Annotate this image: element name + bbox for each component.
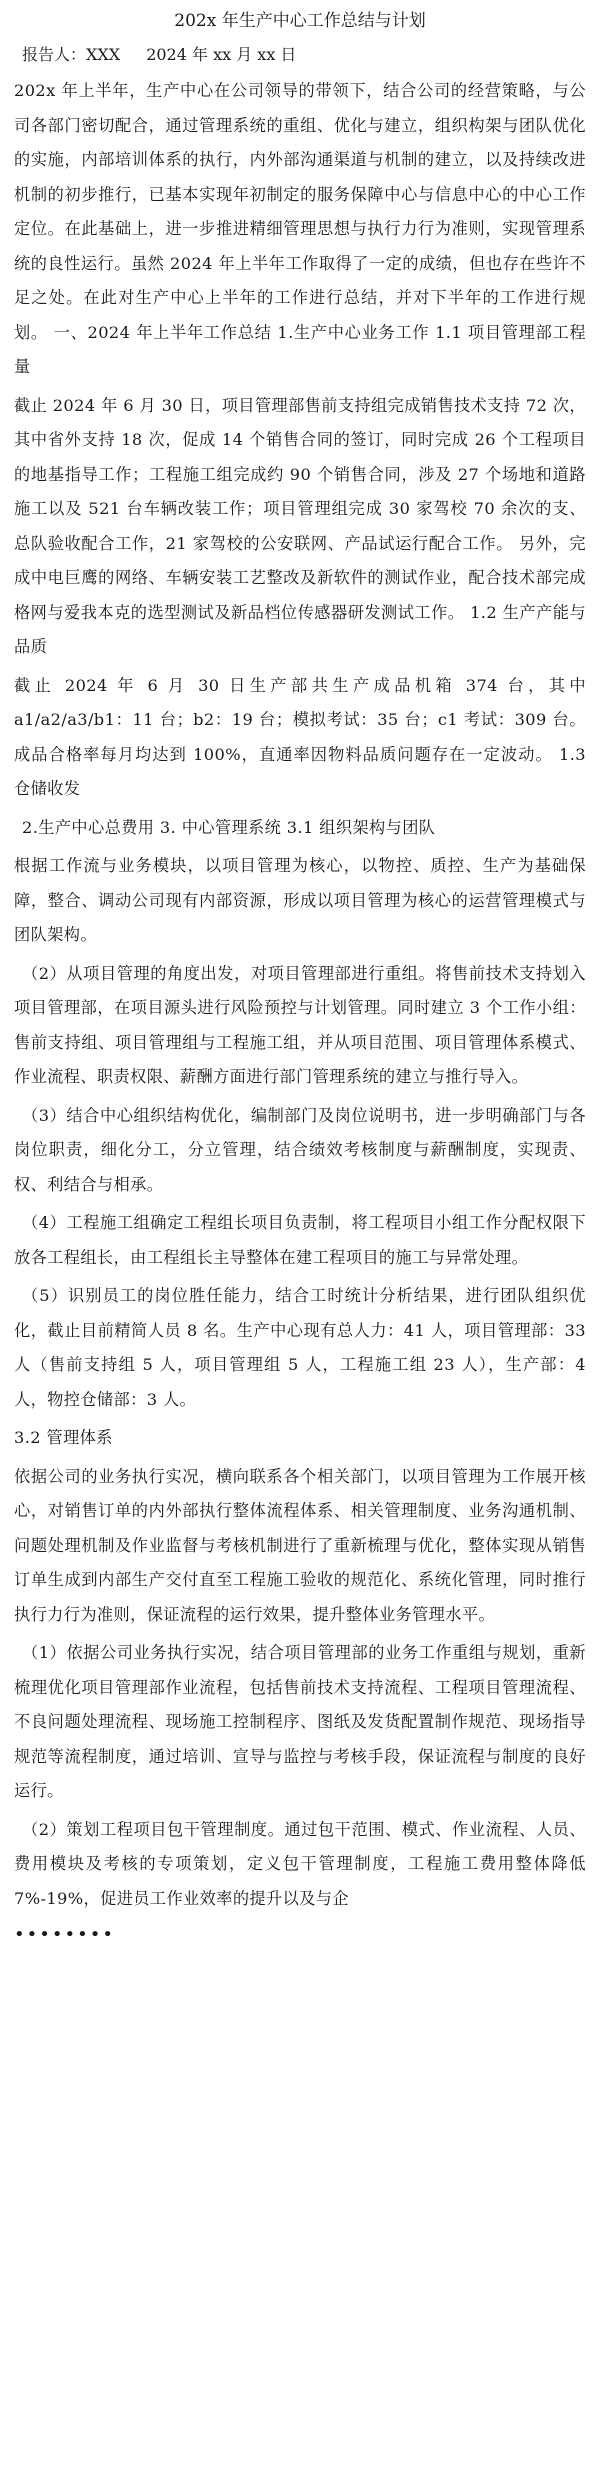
- continuation-ellipsis: ••••••••: [14, 1924, 115, 1945]
- paragraph-item-3: （3）结合中心组织结构优化，编制部门及岗位说明书，进一步明确部门与各岗位职责，细化分工，分立管理，结合绩效考核制度与薪酬制度，实现责、权、利结合与相承。: [14, 1105, 586, 1194]
- paragraph-project-workload: 截止 2024 年 6 月 30 日，项目管理部售前支持组完成销售技术支持 72 次，其中省外支持 18 次，促成 14 个销售合同的签订，同时完成 26 个工程项目的地基指导工作；工程施工组完成约 90 个销售合同，涉及 27 个场地和道路施工以及 521 台车辆改装工作；项目管理组完成 30 家驾校 70 余次的支、总队验收配合工作，21 家驾校的公安联网、产品试运行配合工作。 另外，完成中电巨鹰的网络、车辆安装工艺整改及新软件的测试作业，配合技术部完成格网与爱我本克的选型测试及新品档位传感器研发测试工作。 1.2 生产产能与品质: [14, 395, 586, 656]
- paragraph-item-2: （2）从项目管理的角度出发，对项目管理部进行重组。将售前技术支持划入项目管理部，在项目源头进行风险预控与计划管理。同时建立 3 个工作小组：售前支持组、项目管理组与工程施工组，并从项目范围、项目管理体系模式、作业流程、职责权限、薪酬方面进行部门管理系统的建立与推行导入。: [14, 963, 586, 1086]
- paragraph-management-system: 依据公司的业务执行实况，横向联系各个相关部门，以项目管理为工作展开核心，对销售订单的内外部执行整体流程体系、相关管理制度、业务沟通机制、问题处理机制及作业监督与考核机制进行了重新梳理与优化，整体实现从销售订单生成到内部生产交付直至工程施工验收的规范化、系统化管理，同时推行执行力行为准则，保证流程的运行效果，提升整体业务管理水平。: [14, 1466, 586, 1624]
- paragraph-mgmt-item-1: （1）依据公司业务执行实况，结合项目管理部的业务工作重组与规划，重新梳理优化项目管理部作业流程，包括售前技术支持流程、工程项目管理流程、不良问题处理流程、现场施工控制程序、图纸及发货配置制作规范、现场指导规范等流程制度，通过培训、宣导与监控与考核手段，保证流程与制度的良好运行。: [14, 1643, 586, 1800]
- report-date: 2024 年 xx 月 xx 日: [146, 45, 297, 64]
- paragraph-org-structure: 根据工作流与业务模块，以项目管理为核心，以物控、质控、生产为基础保障，整合、调动公司现有内部资源，形成以项目管理为核心的运营管理模式与团队架构。: [14, 856, 586, 944]
- paragraph-management-system-heading: 3.2 管理体系: [14, 1428, 113, 1447]
- reporter-line: [22, 38, 586, 72]
- paragraph-mgmt-item-2: （2）策划工程项目包干管理制度。通过包干范围、模式、作业流程、人员、费用模块及考核的专项策划，定义包干管理制度，工程施工费用整体降低 7%-19%，促进员工作业效率的提升以及与企: [14, 1819, 586, 1908]
- paragraph-item-5: （5）识别员工的岗位胜任能力，结合工时统计分析结果，进行团队组织优化，截止目前精简人员 8 名。生产中心现有总人力：41 人，项目管理部：33 人（售前支持组 5 人，项目管理组 5 人，工程施工组 23 人），生产部：4 人，物控仓储部：3 人。: [14, 1286, 586, 1409]
- paragraph-production-capacity: 截止 2024 年 6 月 30 日生产部共生产成品机箱 374 台，其中 a1/a2/a3/b1：11 台；b2：19 台；模拟考试：35 台；c1 考试：309 台。成品合格率每月均达到 100%，直通率因物料品质问题存在一定波动。 1.3 仓储收发: [14, 675, 586, 798]
- reporter-name: 报告人：XXX: [22, 45, 121, 64]
- document-title: 202x 年生产中心工作总结与计划: [174, 11, 426, 31]
- paragraph-section-heading: 2.生产中心总费用 3. 中心管理系统 3.1 组织架构与团队: [22, 817, 436, 837]
- paragraph-intro: 202x 年上半年，生产中心在公司领导的带领下，结合公司的经营策略，与公司各部门密切配合，通过管理系统的重组、优化与建立，组织构架与团队优化的实施，内部培训体系的执行，内外部沟通渠道与机制的建立，以及持续改进机制的初步推行，已基本实现年初制定的服务保障中心与信息中心的中心工作定位。在此基础上，进一步推进精细管理思想与执行力行为准则，实现管理系统的良性运行。虽然 2024 年上半年工作取得了一定的成绩，但也存在些许不足之处。在此对生产中心上半年的工作进行总结，并对下半年的工作进行规划。 一、2024 年上半年工作总结 1.生产中心业务工作 1.1 项目管理部工程量: [14, 81, 586, 376]
- paragraph-item-4: （4）工程施工组确定工程组长项目负责制，将工程项目小组工作分配权限下放各工程组长，由工程组长主导整体在建工程项目的施工与异常处理。: [14, 1213, 586, 1267]
